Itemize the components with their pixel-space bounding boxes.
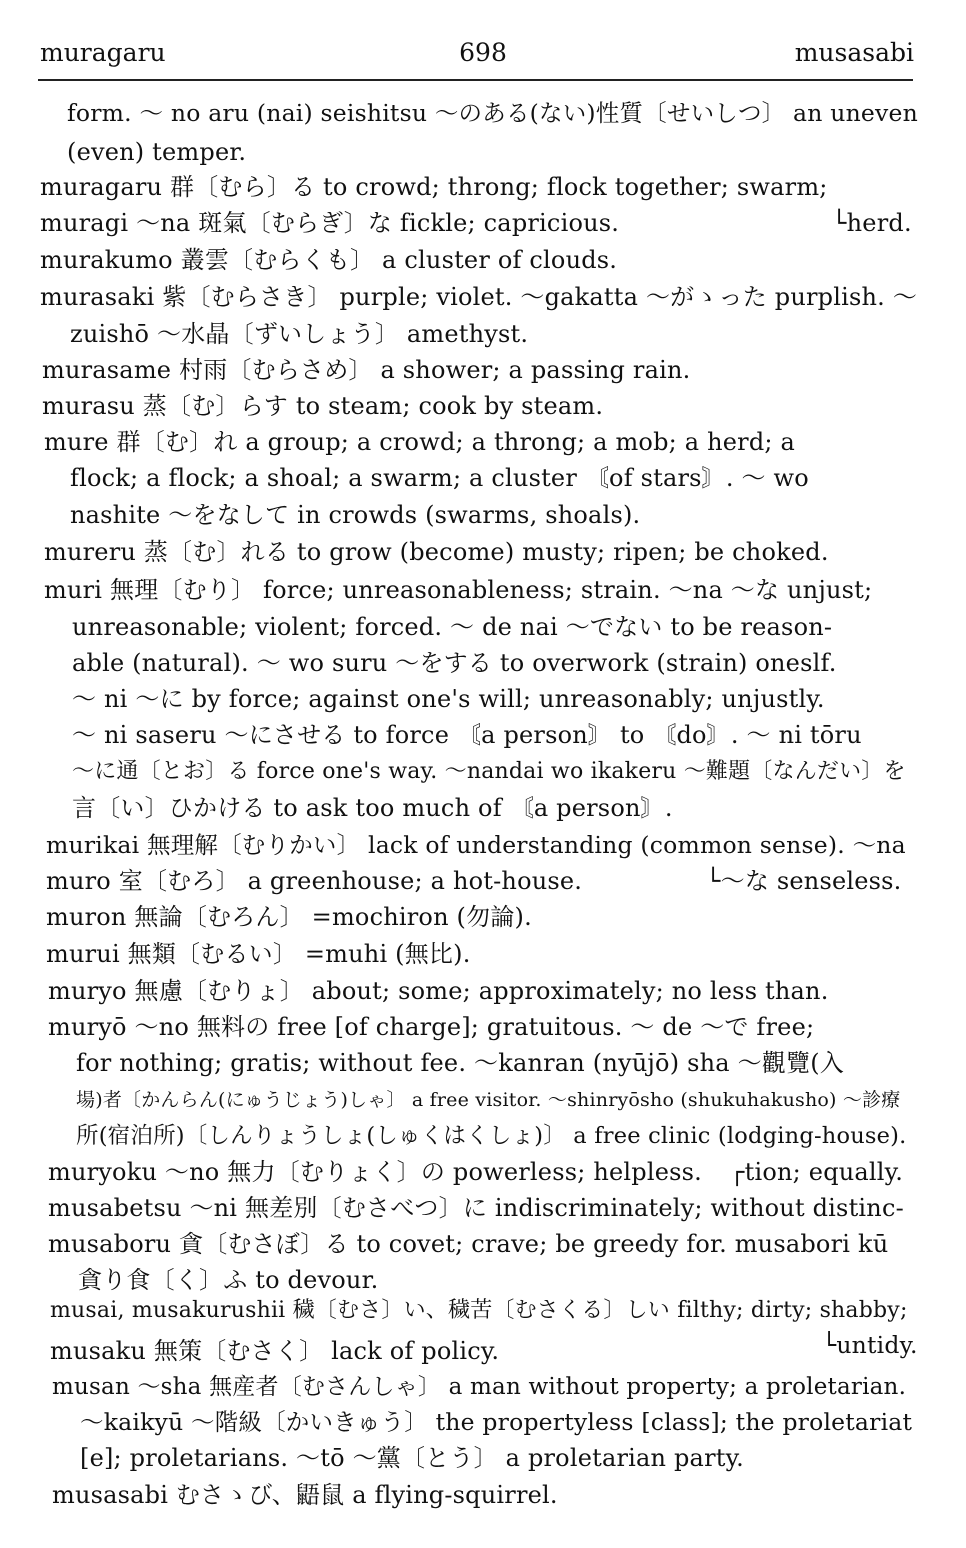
text-line: 言〔い〕ひかける to ask too much of 〘a person〙. [72, 794, 673, 822]
entry-line: muryo 無慮〔むりょ〕 about; some; approximately; no less than. [48, 977, 829, 1005]
entry-line: murakumo 叢雲〔むらくも〕 a cluster of clouds. [40, 246, 618, 274]
text-line: able (natural). ～ wo suru ～をする to overwork (strain) oneslf. [72, 649, 837, 677]
continuation-fragment: └untidy. [822, 1331, 918, 1359]
text-line: flock; a flock; a shoal; a swarm; a cluster 〘of stars〙. ～ wo [70, 464, 809, 492]
entry-line: murasu 蒸〔む〕らす to steam; cook by steam. [42, 392, 604, 420]
text-line: zuishō ～水晶〔ずいしょう〕 amethyst. [70, 320, 529, 348]
text-line: (even) temper. [67, 138, 247, 166]
entry-line: murasame 村雨〔むらさめ〕 a shower; a passing rain. [42, 356, 691, 384]
text-line: ～に通〔とお〕る force one's way. ～nandai wo ikakeru ～難題〔なんだい〕を [72, 759, 906, 784]
entry-line: murasaki 紫〔むらさき〕 purple; violet. ～gakatta ～がゝった purplish. ～ [40, 283, 918, 311]
text-line: 貪り食〔く〕ふ to devour. [78, 1266, 379, 1294]
text-line: unreasonable; violent; forced. ～ de nai ～でない to be reason- [72, 613, 833, 641]
text-line: ～ ni ～に by force; against one's will; unreasonably; unjustly. [72, 685, 825, 713]
entry-line: murikai 無理解〔むりかい〕 lack of understanding (common sense). ～na [46, 831, 906, 859]
entry-line: muri 無理〔むり〕 force; unreasonableness; strain. ～na ～な unjust; [44, 576, 873, 604]
entry-line: musai, musakurushii 穢〔むさ〕い、穢苦〔むさくる〕しい filthy; dirty; shabby; [50, 1298, 908, 1323]
continuation-fragment: └herd. [832, 209, 912, 237]
entry-line: musan ～sha 無産者〔むさんしゃ〕 a man without property; a proletarian. [52, 1374, 907, 1400]
entry-line: muryoku ～no 無力〔むりょく〕の powerless; helpless. [48, 1158, 702, 1186]
text-line: ～ ni saseru ～にさせる to force 〘a person〙 to 〘do〙. ～ ni tōru [72, 721, 862, 749]
entry-line: muragaru 群〔むら〕る to crowd; throng; flock together; swarm; [40, 173, 828, 201]
continuation-fragment: ┌tion; equally. [730, 1158, 904, 1186]
entry-line: musaku 無策〔むさく〕 lack of policy. [50, 1337, 500, 1365]
entry-line: muragi ～na 斑氣〔むらぎ〕な fickle; capricious. [40, 209, 620, 237]
text-line: 所(宿泊所)〔しんりょうしょ(しゅくはくしょ)〕 a free clinic (lodging-house). [76, 1123, 907, 1149]
entry-line: murui 無類〔むるい〕 =muhi (無比). [46, 940, 471, 968]
running-head-right: musasabi [794, 38, 914, 67]
text-line: ～kaikyū ～階級〔かいきゅう〕 the propertyless [class]; the proletariat [80, 1408, 913, 1436]
entry-line: muron 無論〔むろん〕 =mochiron (勿論). [46, 903, 532, 931]
entry-line: musasabi むさゝび、鼯鼠 a flying-squirrel. [52, 1481, 558, 1509]
text-line: for nothing; gratis; without fee. ～kanran (nyūjō) sha ～觀覽(入 [76, 1049, 844, 1077]
entry-line: muryō ～no 無料の free [of charge]; gratuitous. ～ de ～で free; [48, 1013, 815, 1041]
text-line: [e]; proletarians. ～tō ～黨〔とう〕 a proletarian party. [80, 1444, 744, 1472]
entry-line: musaboru 貪〔むさぼ〕る to covet; crave; be greedy for. musabori kū [48, 1230, 889, 1258]
entry-line: mureru 蒸〔む〕れる to grow (become) musty; ripen; be choked. [44, 538, 829, 566]
entry-line: mure 群〔む〕れ a group; a crowd; a throng; a mob; a herd; a [44, 428, 796, 456]
page-number: 698 [459, 38, 507, 67]
text-line: nashite ～をなして in crowds (swarms, shoals). [70, 501, 641, 529]
continuation-fragment: └～な senseless. [706, 867, 902, 895]
entry-line: muro 室〔むろ〕 a greenhouse; a hot-house. [46, 867, 583, 895]
text-line: form. ～ no aru (nai) seishitsu ～のある(ない)性質〔せいしつ〕 an uneven [67, 99, 918, 127]
header-rule [38, 79, 913, 81]
entry-line: musabetsu ～ni 無差別〔むさべつ〕に indiscriminately; without distinc- [48, 1194, 904, 1222]
running-head-left: muragaru [40, 38, 166, 67]
text-line: 場)者〔かんらん(にゅうじょう)しゃ〕 a free visitor. ～shinryōsho (shukuhakusho) ～診療 [76, 1089, 901, 1111]
